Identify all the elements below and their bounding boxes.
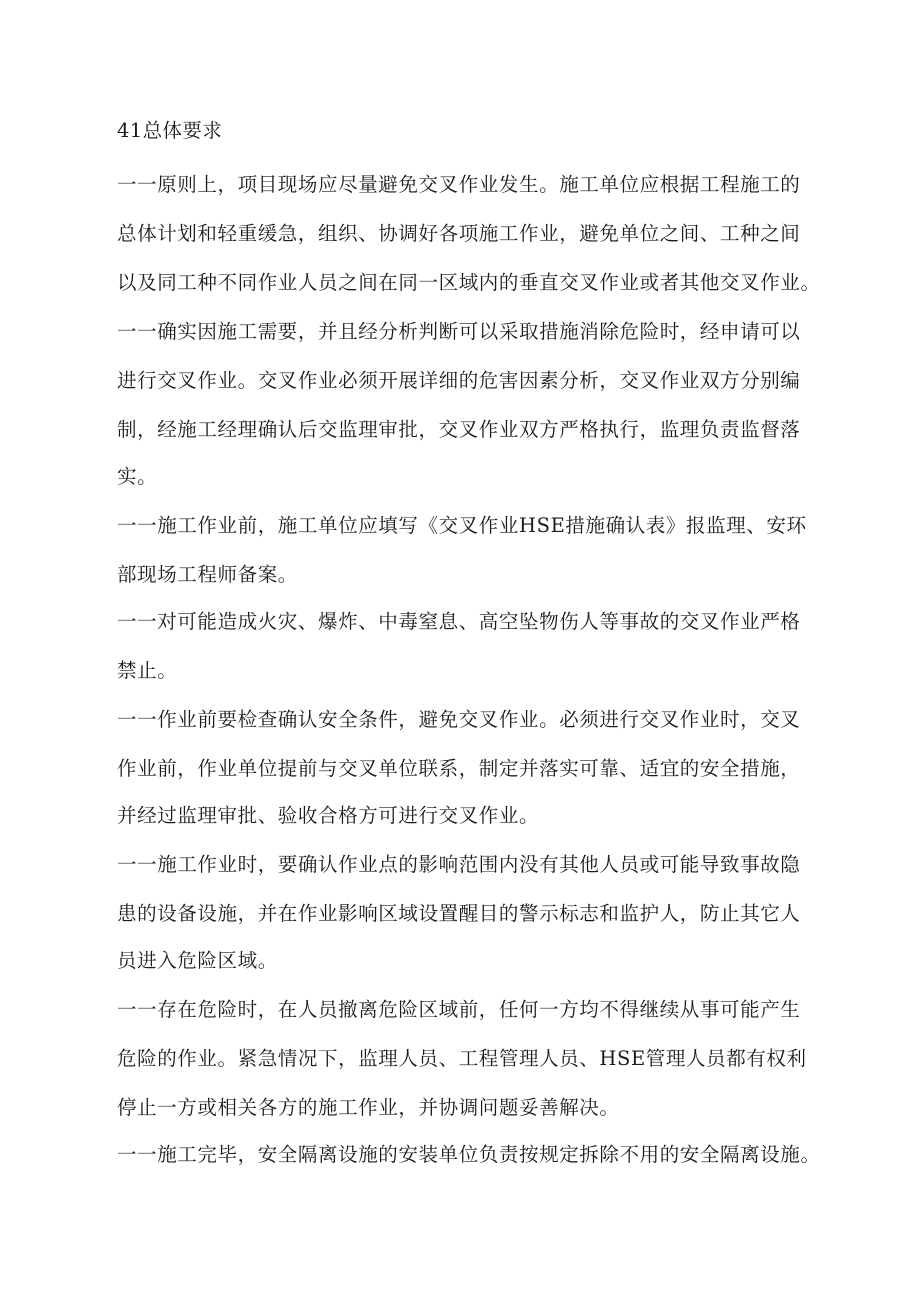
paragraph-line: 部现场工程师备案。 — [117, 563, 298, 586]
paragraph-line: 一一施工完毕，安全隔离设施的安装单位负责按规定拆除不用的安全隔离设施。 — [117, 1143, 821, 1166]
paragraph-line: 总体计划和轻重缓急，组织、协调好各项施工作业，避免单位之间、工种之间 — [117, 222, 801, 245]
paragraph-line: 进行交叉作业。交叉作业必须开展详细的危害因素分析，交叉作业双方分别编 — [117, 369, 801, 392]
paragraph-line: 一一原则上，项目现场应尽量避免交叉作业发生。施工单位应根据工程施工的 — [117, 173, 801, 196]
paragraph-line: 一一确实因施工需要，并且经分析判断可以采取措施消除危险时，经申请可以 — [117, 320, 801, 343]
paragraph-line: 一一对可能造成火灾、爆炸、中毒窒息、高空坠物伤人等事故的交叉作业严格 — [117, 610, 801, 633]
paragraph-line: 并经过监理审批、验收合格方可进行交叉作业。 — [117, 804, 540, 827]
paragraph-line: 制，经施工经理确认后交监理审批，交叉作业双方严格执行，监理负责监督落 — [117, 418, 801, 441]
paragraph-line: 员进入危险区域。 — [117, 949, 278, 972]
paragraph-line: 作业前，作业单位提前与交叉单位联系，制定并落实可靠、适宜的安全措施， — [117, 757, 801, 780]
paragraph-line: 停止一方或相关各方的施工作业，并协调问题妥善解决。 — [117, 1096, 620, 1119]
paragraph-line: 危险的作业。紧急情况下，监理人员、工程管理人员、HSE管理人员都有权利 — [117, 1047, 807, 1070]
paragraph-line: 患的设备设施，并在作业影响区域设置醒目的警示标志和监护人，防止其它人 — [117, 902, 801, 925]
paragraph-line: 以及同工种不同作业人员之间在同一区域内的垂直交叉作业或者其他交叉作业。 — [117, 271, 821, 294]
paragraph-line: 一一作业前要检查确认安全条件，避免交叉作业。必须进行交叉作业时，交叉 — [117, 708, 801, 731]
paragraph-line: 一一施工作业时，要确认作业点的影响范围内没有其他人员或可能导致事故隐 — [117, 853, 801, 876]
paragraph-line: 实。 — [117, 465, 158, 488]
paragraph-line: 禁止。 — [117, 659, 178, 682]
paragraph-line: 一一存在危险时，在人员撤离危险区域前，任何一方均不得继续从事可能产生 — [117, 998, 801, 1021]
section-heading: 41总体要求 — [117, 119, 223, 142]
paragraph-line: 一一施工作业前，施工单位应填写《交叉作业HSE措施确认表》报监理、安环 — [117, 514, 807, 537]
